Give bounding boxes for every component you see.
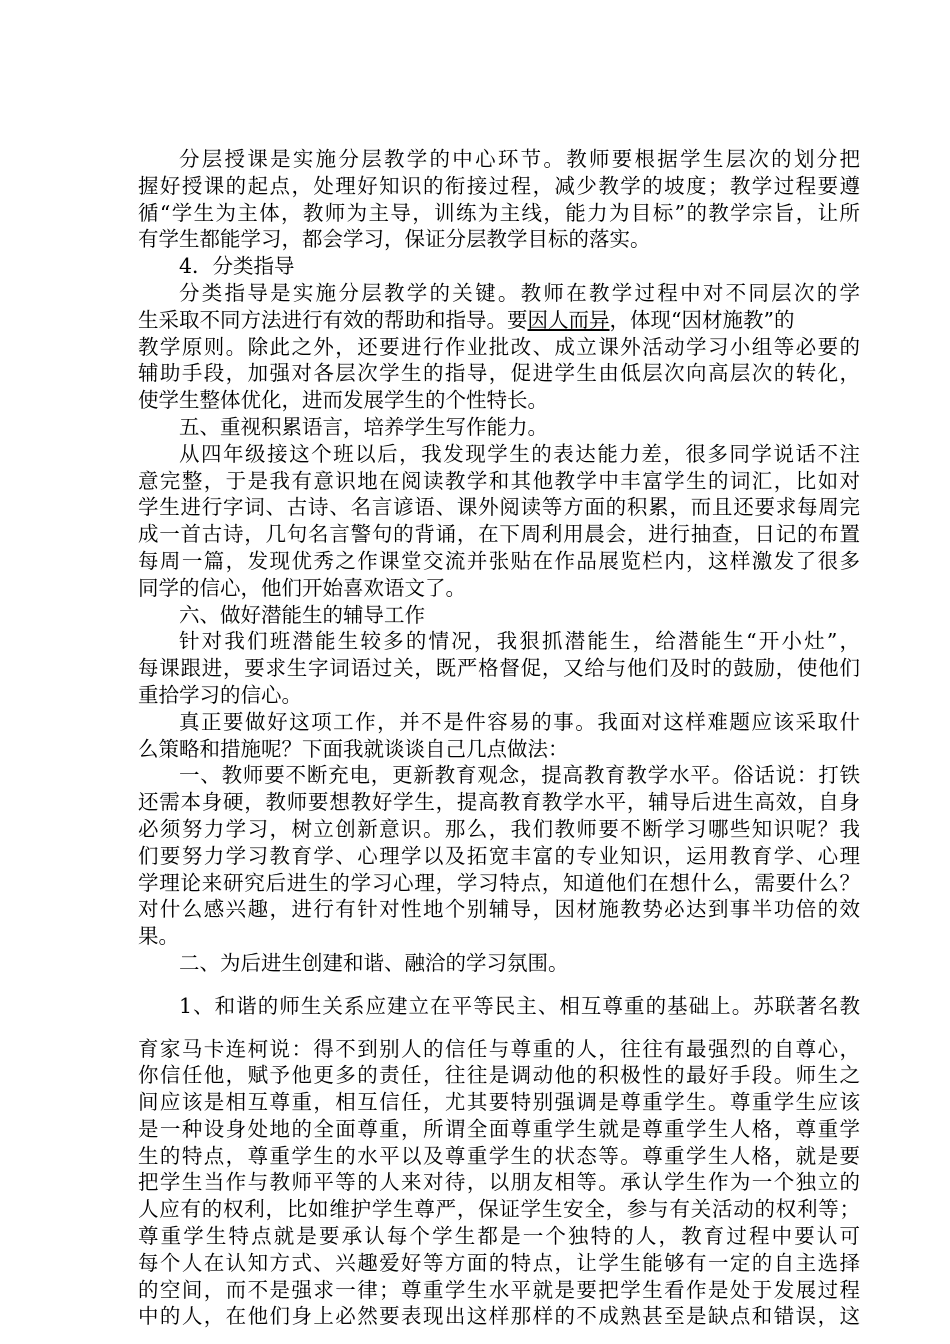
text-line: 是一种设身处地的全面尊重，所谓全面尊重学生就是尊重学生人格，尊重学 [138,1116,860,1141]
text-line: 同学的信心，他们开始喜欢语文了。 [138,575,466,600]
text-segment: ，体现“因材施教”的 [609,307,795,332]
text-line: 果。 [138,924,179,949]
section-heading: 二、为后进生创建和谐、融洽的学习氛围。 [179,950,569,975]
text-line: 中的人，在他们身上必然要表现出这样那样的不成熟甚至是缺点和错误，这 [138,1304,860,1329]
text-line: 循“学生为主体，教师为主导，训练为主线，能力为目标”的教学宗旨，让所 [138,200,860,225]
text-line: 教学原则。除此之外，还要进行作业批改、成立课外活动学习小组等必要的 [138,334,860,359]
text-line: 的空间，而不是强求一律；尊重学生水平就是要把学生看作是处于发展过程 [138,1277,860,1302]
text-line: 每周一篇，发现优秀之作课堂交流并张贴在作品展览栏内，这样激发了很多 [138,548,860,573]
text-line: 握好授课的起点，处理好知识的衔接过程，减少教学的坡度；教学过程要遵 [138,173,860,198]
text-line: 生的特点，尊重学生的水平以及尊重学生的状态等。尊重学生人格，就是要 [138,1143,860,1168]
text-line: 使学生整体优化，进而发展学生的个性特长。 [138,388,548,413]
text-line: 从四年级接这个班以后，我发现学生的表达能力差，很多同学说话不注 [179,441,860,466]
text-line: 每个人在认知方式、兴趣爱好等方面的特点，让学生能够有一定的自主选择 [138,1250,860,1275]
text-line: 针对我们班潜能生较多的情况，我狠抓潜能生，给潜能生“开小灶”， [179,629,860,654]
text-line: 尊重学生特点就是要承认每个学生都是一个独特的人，教育过程中要认可 [138,1224,860,1249]
document-page [138,146,860,1330]
text-line: 还需本身硬，教师要想教好学生，提高教育教学水平，辅导后进生高效，自身 [138,790,860,815]
text-line: 人应有的权利，比如维护学生尊严，保证学生安全，参与有关活动的权利等； [138,1197,860,1222]
text-line: 学理论来研究后进生的学习心理，学习特点，知道他们在想什么，需要什么？ [138,870,860,895]
text-line: 有学生都能学习，都会学习，保证分层教学目标的落实。 [138,227,651,252]
text-line: 每课跟进，要求生字词语过关，既严格督促，又给与他们及时的鼓励，使他们 [138,656,860,681]
text-segment: 生采取不同方法进行有效的帮助和指导。要 [138,307,528,332]
text-line: 把学生当作与教师平等的人来对待，以朋友相等。承认学生作为一个独立的 [138,1170,860,1195]
text-line: 么策略和措施呢？下面我就谈谈自己几点做法： [138,736,569,761]
text-line: 1、和谐的师生关系应建立在平等民主、相互尊重的基础上。苏联著名教 [179,993,860,1018]
section-heading: 五、重视积累语言，培养学生写作能力。 [179,414,548,439]
text-line: 分层授课是实施分层教学的中心环节。教师要根据学生层次的划分把 [179,147,860,171]
text-line [138,307,860,334]
text-line: 成一首古诗，几句名言警句的背诵，在下周利用晨会，进行抽查，日记的布置 [138,522,860,547]
text-line: 必须努力学习，树立创新意识。那么，我们教师要不断学习哪些知识呢？我 [138,816,860,841]
text-line: 你信任他，赋予他更多的责任，往往是调动他的积极性的最好手段。师生之 [138,1063,860,1088]
text-line: 真正要做好这项工作，并不是件容易的事。我面对这样难题应该采取什 [179,709,860,734]
text-line: 育家马卡连柯说：得不到别人的信任与尊重的人，往往有最强烈的自尊心， [138,1036,860,1061]
text-line: 学生进行字词、古诗、名言谚语、课外阅读等方面的积累，而且还要求每周完 [138,495,860,520]
section-heading: 4．分类指导 [179,254,295,279]
text-line: 一、教师要不断充电，更新教育观念，提高教育教学水平。俗话说：打铁 [179,763,860,788]
underlined-phrase: 因人而异 [527,307,610,332]
text-line: 们要努力学习教育学、心理学以及拓宽丰富的专业知识，运用教育学、心理 [138,843,860,868]
text-line: 重拾学习的信心。 [138,682,302,707]
text-line: 辅助手段，加强对各层次学生的指导，促进学生由低层次向高层次的转化， [138,361,860,386]
text-line: 对什么感兴趣，进行有针对性地个别辅导，因材施教势必达到事半功倍的效 [138,897,860,922]
text-line: 间应该是相互尊重，相互信任，尤其要特别强调是尊重学生。尊重学生应该 [138,1090,860,1115]
text-line: 意完整，于是我有意识地在阅读教学和其他教学中丰富学生的词汇，比如对 [138,468,860,493]
section-heading: 六、做好潜能生的辅导工作 [179,602,425,627]
text-line: 分类指导是实施分层教学的关键。教师在教学过程中对不同层次的学 [179,280,860,305]
